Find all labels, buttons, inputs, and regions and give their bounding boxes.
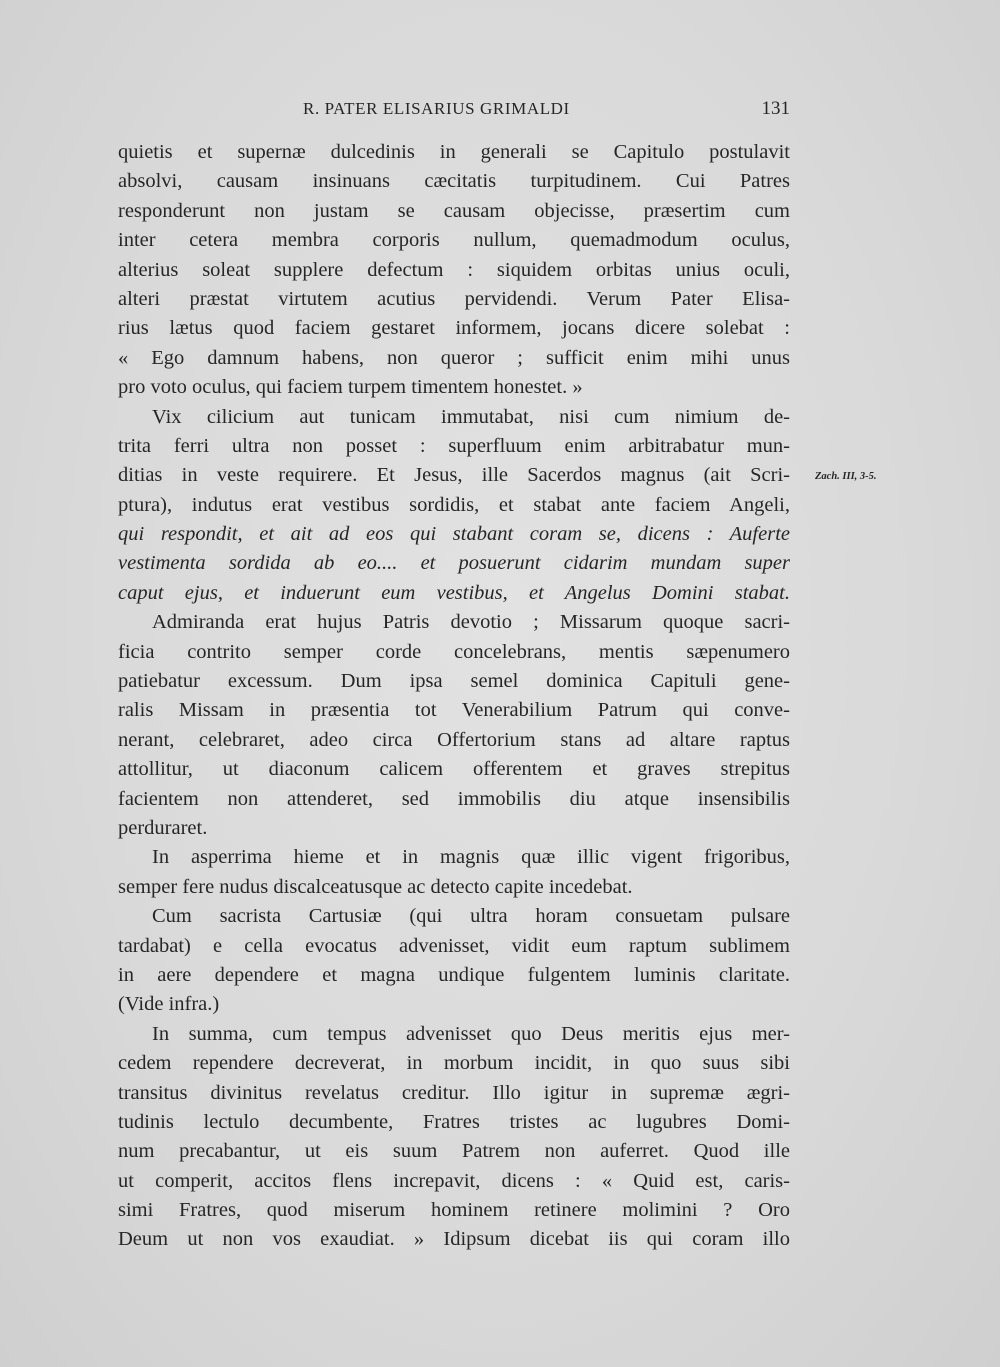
- text-line: Cum sacrista Cartusiæ (qui ultra horam consuetam pulsare: [152, 905, 790, 928]
- text-line: patiebatur excessum. Dum ipsa semel dominica Capituli gene-: [118, 670, 790, 693]
- text-line: caput ejus, et induerunt eum vestibus, et Angelus Domini stabat.: [118, 581, 790, 604]
- text-line: In summa, cum tempus advenisset quo Deus meritis ejus mer-: [152, 1022, 790, 1045]
- text-line: Deum ut non vos exaudiat. » Idipsum dicebat iis qui coram illo: [118, 1228, 790, 1251]
- text-line: alterius soleat supplere defectum : siquidem orbitas unius oculi,: [118, 258, 790, 281]
- text-line: responderunt non justam se causam objecisse, præsertim cum: [118, 199, 790, 222]
- text-line: tardabat) e cella evocatus advenisset, vidit eum raptum sublimem: [118, 934, 790, 957]
- text-line: « Ego damnum habens, non queror ; sufficit enim mihi unus: [118, 346, 790, 369]
- margin-note: Zach. III, 3-5.: [815, 471, 877, 482]
- text-line: pro voto oculus, qui faciem turpem timentem honestet. »: [118, 376, 583, 399]
- text-line: cedem rependere decreverat, in morbum incidit, in quo suus sibi: [118, 1052, 790, 1075]
- running-head: [118, 95, 790, 123]
- text-line: num precabantur, ut eis suum Patrem non auferret. Quod ille: [118, 1140, 790, 1163]
- text-line: simi Fratres, quod miserum hominem retinere molimini ? Oro: [118, 1199, 790, 1222]
- text-line: Admiranda erat hujus Patris devotio ; Missarum quoque sacri-: [152, 611, 790, 634]
- text-line: in aere dependere et magna undique fulgentem luminis claritate.: [118, 963, 790, 986]
- text-line: In asperrima hieme et in magnis quæ illic vigent frigoribus,: [152, 846, 790, 869]
- text-line: ficia contrito semper corde concelebrans, mentis sæpenumero: [118, 640, 790, 663]
- text-line: quietis et supernæ dulcedinis in generali se Capitulo postulavit: [118, 141, 790, 163]
- text-line: ptura), indutus erat vestibus sordidis, et stabat ante faciem Angeli,: [118, 493, 790, 516]
- text-line: alteri præstat virtutem acutius pervidendi. Verum Pater Elisa-: [118, 287, 790, 310]
- text-line: ut comperit, accitos flens increpavit, dicens : « Quid est, caris-: [118, 1169, 790, 1192]
- text-line: qui respondit, et ait ad eos qui stabant coram se, dicens : Auferte: [118, 523, 790, 546]
- text-line: ralis Missam in præsentia tot Venerabilium Patrum qui conve-: [118, 699, 790, 722]
- text-line: ditias in veste requirere. Et Jesus, ille Sacerdos magnus (ait Scri-: [118, 464, 790, 487]
- text-line: transitus divinitus revelatus creditur. Illo igitur in supremæ ægri-: [118, 1081, 790, 1104]
- text-line: rius lætus quod faciem gestaret informem, jocans dicere solebat :: [118, 317, 790, 340]
- text-line: inter cetera membra corporis nullum, quemadmodum oculus,: [118, 229, 790, 252]
- text-line: nerant, celebraret, adeo circa Offertorium stans ad altare raptus: [118, 728, 790, 751]
- text-line: absolvi, causam insinuans cæcitatis turpitudinem. Cui Patres: [118, 170, 790, 193]
- running-title: R. PATER ELISARIUS GRIMALDI: [303, 99, 570, 118]
- text-line: semper fere nudus discalceatusque ac detecto capite incedebat.: [118, 875, 633, 898]
- text-line: attollitur, ut diaconum calicem offerentem et graves strepitus: [118, 758, 790, 781]
- text-line: perduraret.: [118, 816, 208, 839]
- text-line: vestimenta sordida ab eo.... et posuerunt cidarim mundam super: [118, 552, 790, 575]
- page-number: 131: [761, 98, 790, 119]
- text-line: (Vide infra.): [118, 993, 220, 1016]
- body-text: [118, 138, 790, 1255]
- text-line: facientem non attenderet, sed immobilis diu atque insensibilis: [118, 787, 790, 810]
- text-line: Vix cilicium aut tunicam immutabat, nisi cum nimium de-: [152, 405, 790, 428]
- text-line: trita ferri ultra non posset : superfluum enim arbitrabatur mun-: [118, 434, 790, 457]
- text-line: tudinis lectulo decumbente, Fratres tristes ac lugubres Domi-: [118, 1110, 790, 1133]
